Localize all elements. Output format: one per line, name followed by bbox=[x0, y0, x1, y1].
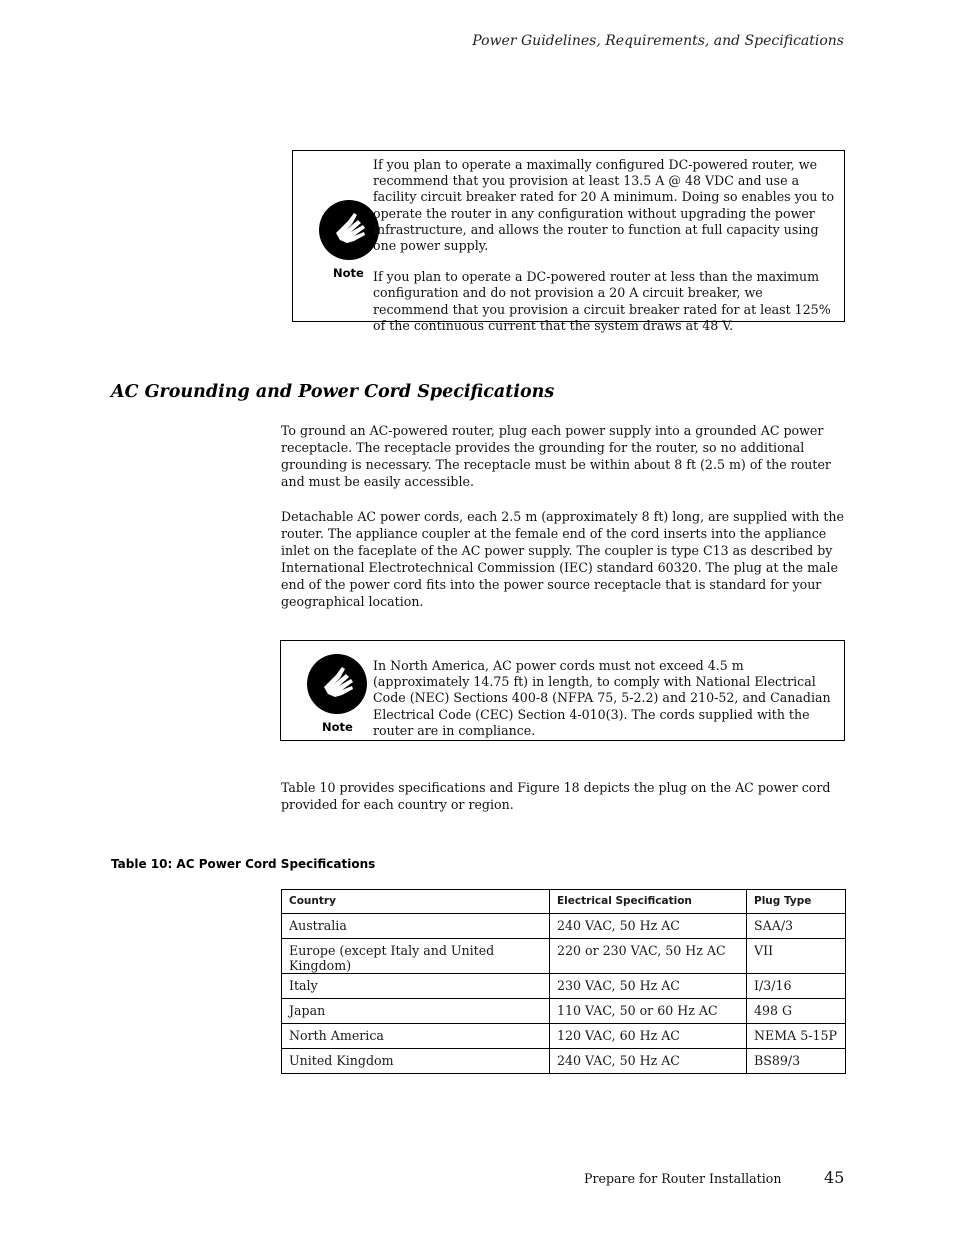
note-text bbox=[373, 658, 839, 739]
table-caption: Table 10: AC Power Cord Specifications bbox=[111, 857, 376, 871]
cell-electrical-spec: 240 VAC, 50 Hz AC bbox=[550, 1049, 747, 1074]
pointing-hand-icon bbox=[318, 199, 380, 261]
page-number: 45 bbox=[824, 1168, 845, 1187]
cell-country: Japan bbox=[282, 999, 550, 1024]
pointing-hand-icon bbox=[306, 653, 368, 715]
cell-electrical-spec: 110 VAC, 50 or 60 Hz AC bbox=[550, 999, 747, 1024]
header-plug-type: Plug Type bbox=[747, 890, 846, 914]
table-row bbox=[282, 939, 846, 974]
cell-electrical-spec: 240 VAC, 50 Hz AC bbox=[550, 914, 747, 939]
note-box-dc-provisioning bbox=[292, 150, 845, 333]
table-row bbox=[282, 914, 846, 939]
cell-plug-type: SAA/3 bbox=[747, 914, 846, 939]
cell-country: North America bbox=[282, 1024, 550, 1049]
cell-plug-type: NEMA 5-15P bbox=[747, 1024, 846, 1049]
section-heading: AC Grounding and Power Cord Specifications bbox=[111, 382, 555, 402]
body-paragraph: Table 10 provides specifications and Figure 18 depicts the plug on the AC power cord provided for each country or region. bbox=[281, 780, 831, 812]
note-paragraph: If you plan to operate a maximally configured DC-powered router, we recommend that you provision at least 13.5 A @ 48 VDC and use a facility circuit breaker rated for 20 A minimum. Doing so enables you to operate the router in any configuration without upgrading the power infrastructure, and allows the router to function at full capacity using one power supply. bbox=[373, 157, 835, 254]
body-paragraph: To ground an AC-powered router, plug each power supply into a grounded AC power receptacle. The receptacle provides the grounding for the router, so no additional grounding is necessary. The receptacle must be within about 8 ft (2.5 m) of the router and must be easily accessible. bbox=[281, 423, 831, 489]
cell-country: United Kingdom bbox=[282, 1049, 550, 1074]
cell-plug-type: VII bbox=[747, 939, 846, 974]
cell-electrical-spec: 120 VAC, 60 Hz AC bbox=[550, 1024, 747, 1049]
header-electrical-specification: Electrical Specification bbox=[550, 890, 747, 914]
running-head: Power Guidelines, Requirements, and Specifications bbox=[472, 33, 844, 49]
header-country: Country bbox=[282, 890, 550, 914]
note-paragraph: If you plan to operate a DC-powered router at less than the maximum configuration and do not provision a 20 A circuit breaker, we recommend that you provision a circuit breaker rated for at least 125% of the continuous current that the system draws at 48 V. bbox=[373, 269, 831, 333]
note-label: Note bbox=[322, 720, 353, 734]
cell-electrical-spec: 220 or 230 VAC, 50 Hz AC bbox=[550, 939, 747, 974]
table-header-row bbox=[282, 890, 846, 914]
note-box-north-america bbox=[280, 640, 845, 741]
cell-country: Australia bbox=[282, 914, 550, 939]
table-row bbox=[282, 1024, 846, 1049]
body-paragraph: Detachable AC power cords, each 2.5 m (approximately 8 ft) long, are supplied with the router. The appliance coupler at the female end of the cord inserts into the appliance inlet on the faceplate of the AC power supply. The coupler is type C13 as described by International Electrotechnical Commission (IEC) standard 60320. The plug at the male end of the power cord fits into the power source receptacle that is standard for your geographical location. bbox=[281, 509, 844, 609]
note-text bbox=[373, 157, 841, 334]
note-paragraph: In North America, AC power cords must not exceed 4.5 m (approximately 14.75 ft) in length, to comply with National Electrical Code (NEC) Sections 400-8 (NFPA 75, 5-2.2) and 210-52, and Canadian Electrical Code (CEC) Section 4-010(3). The cords supplied with the router are in compliance. bbox=[373, 658, 831, 738]
cell-plug-type: BS89/3 bbox=[747, 1049, 846, 1074]
cell-electrical-spec: 230 VAC, 50 Hz AC bbox=[550, 974, 747, 999]
table-row bbox=[282, 1049, 846, 1074]
cell-plug-type: I/3/16 bbox=[747, 974, 846, 999]
note-label: Note bbox=[333, 266, 364, 280]
table-row bbox=[282, 999, 846, 1024]
power-cord-spec-table bbox=[281, 889, 846, 1074]
cell-country: Italy bbox=[282, 974, 550, 999]
table-row bbox=[282, 974, 846, 999]
cell-plug-type: 498 G bbox=[747, 999, 846, 1024]
footer-chapter-title: Prepare for Router Installation bbox=[584, 1171, 782, 1186]
cell-country: Europe (except Italy and United Kingdom) bbox=[282, 939, 550, 974]
